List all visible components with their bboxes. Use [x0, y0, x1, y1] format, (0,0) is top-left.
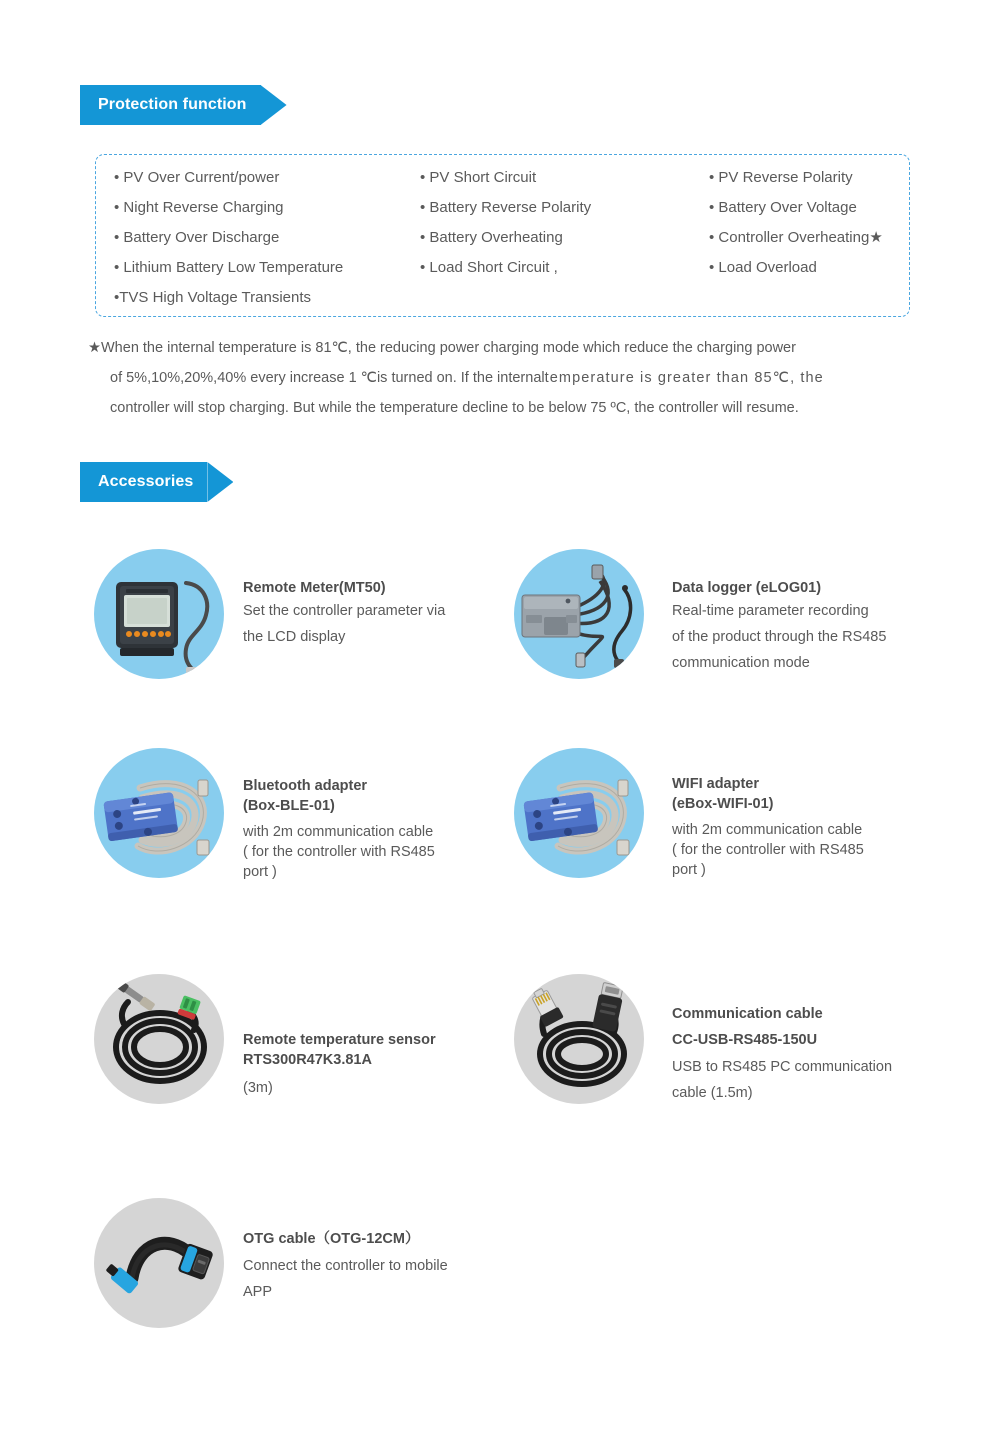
footnote-line-2 — [88, 363, 918, 393]
protection-item: • Battery Overheating — [420, 229, 563, 246]
protection-footnote — [88, 333, 918, 423]
footnote-line-2b: temperature is greater than 85℃, the — [544, 370, 824, 386]
protection-function-banner — [80, 85, 287, 125]
banner-arrow-icon — [261, 85, 287, 125]
protection-item: • Battery Reverse Polarity — [420, 199, 592, 216]
wifi-adapter-desc-line: ( for the controller with RS485 — [672, 842, 864, 858]
remote-meter-desc-line: Set the controller parameter via — [243, 603, 446, 619]
protection-item: • PV Reverse Polarity — [709, 169, 853, 186]
communication-cable-desc-line: cable (1.5m) — [672, 1085, 753, 1101]
protection-item: • Load Short Circuit , — [420, 259, 558, 276]
data-logger-title: Data logger (eLOG01) — [672, 580, 822, 596]
otg-cable-image — [94, 1198, 224, 1328]
bluetooth-adapter-title: (Box-BLE-01) — [243, 798, 335, 814]
footnote-line-1: ★When the internal temperature is 81℃, the reducing power charging mode which reduce the charging power — [88, 340, 796, 356]
otg-cable-icon — [94, 1198, 224, 1328]
communication-cable-text — [672, 1004, 952, 1106]
otg-cable-title: OTG cable（OTG-12CM） — [243, 1231, 420, 1247]
protection-item: • Controller Overheating★ — [709, 229, 883, 246]
data-logger-elog01-icon — [514, 549, 644, 679]
wifi-adapter-title: (eBox-WIFI-01) — [672, 796, 774, 812]
protection-item: • PV Short Circuit — [420, 169, 537, 186]
temperature-sensor-title: Remote temperature sensor — [243, 1032, 436, 1048]
protection-column-2 — [420, 163, 705, 283]
data-logger-desc-line: of the product through the RS485 — [672, 629, 887, 645]
wifi-adapter-title: WIFI adapter — [672, 776, 760, 792]
bluetooth-adapter-desc-line: ( for the controller with RS485 — [243, 844, 435, 860]
remote-meter-text — [243, 578, 493, 650]
data-logger-image — [514, 549, 644, 679]
protection-item: • Battery Over Voltage — [709, 199, 857, 216]
otg-cable-text — [243, 1229, 513, 1305]
bluetooth-adapter-title: Bluetooth adapter — [243, 778, 368, 794]
data-logger-desc-line: communication mode — [672, 655, 810, 671]
communication-cable-usb-icon — [514, 974, 644, 1104]
temperature-sensor-text — [243, 1030, 513, 1098]
communication-cable-image — [514, 974, 644, 1104]
communication-cable-title: Communication cable — [672, 1006, 823, 1022]
temperature-sensor-title: RTS300R47K3.81A — [243, 1052, 372, 1068]
protection-item: • Load Overload — [709, 259, 817, 276]
footnote-line-2a: of 5%,10%,20%,40% every increase 1 ℃is turned on. If the internal — [110, 370, 545, 386]
protection-item: •TVS High Voltage Transients — [114, 289, 312, 306]
protection-item: • Battery Over Discharge — [114, 229, 280, 246]
otg-cable-desc-line: APP — [243, 1284, 273, 1300]
wifi-adapter-text — [672, 774, 942, 880]
protection-function-title: Protection function — [98, 96, 247, 113]
bluetooth-adapter-text — [243, 776, 513, 882]
remote-meter-mt50-icon — [94, 549, 224, 679]
protection-item: • PV Over Current/power — [114, 169, 280, 186]
banner-body — [80, 462, 207, 502]
banner-body — [80, 85, 261, 125]
remote-meter-desc-line: the LCD display — [243, 629, 346, 645]
accessories-title: Accessories — [98, 473, 194, 490]
wifi-adapter-desc-line: with 2m communication cable — [672, 822, 863, 838]
otg-cable-desc-line: Connect the controller to mobile — [243, 1258, 448, 1274]
protection-item: • Night Reverse Charging — [114, 199, 284, 216]
protection-column-1 — [114, 163, 434, 313]
temperature-sensor-image — [94, 974, 224, 1104]
protection-function-box — [95, 154, 910, 317]
data-logger-desc-line: Real-time parameter recording — [672, 603, 869, 619]
temperature-sensor-desc-line: (3m) — [243, 1080, 273, 1096]
bluetooth-adapter-box-ble-01-icon — [94, 748, 224, 878]
protection-item: • Lithium Battery Low Temperature — [114, 259, 344, 276]
wifi-adapter-ebox-wifi-01-icon — [514, 748, 644, 878]
data-logger-text — [672, 578, 942, 676]
remote-meter-image — [94, 549, 224, 679]
remote-temperature-sensor-icon — [94, 974, 224, 1104]
communication-cable-desc-line: USB to RS485 PC communication — [672, 1059, 893, 1075]
remote-meter-title: Remote Meter(MT50) — [243, 580, 386, 596]
bluetooth-adapter-image — [94, 748, 224, 878]
footnote-line-3: controller will stop charging. But while the temperature decline to be below 75 ºC, the controller will resume. — [110, 400, 799, 416]
protection-column-3 — [709, 163, 919, 283]
wifi-adapter-image — [514, 748, 644, 878]
bluetooth-adapter-desc-line: port ) — [243, 864, 277, 880]
bluetooth-adapter-desc-line: with 2m communication cable — [243, 824, 434, 840]
accessories-banner — [80, 462, 233, 502]
banner-arrow-icon — [207, 462, 233, 502]
wifi-adapter-desc-line: port ) — [672, 862, 706, 878]
communication-cable-title: CC-USB-RS485-150U — [672, 1032, 818, 1048]
